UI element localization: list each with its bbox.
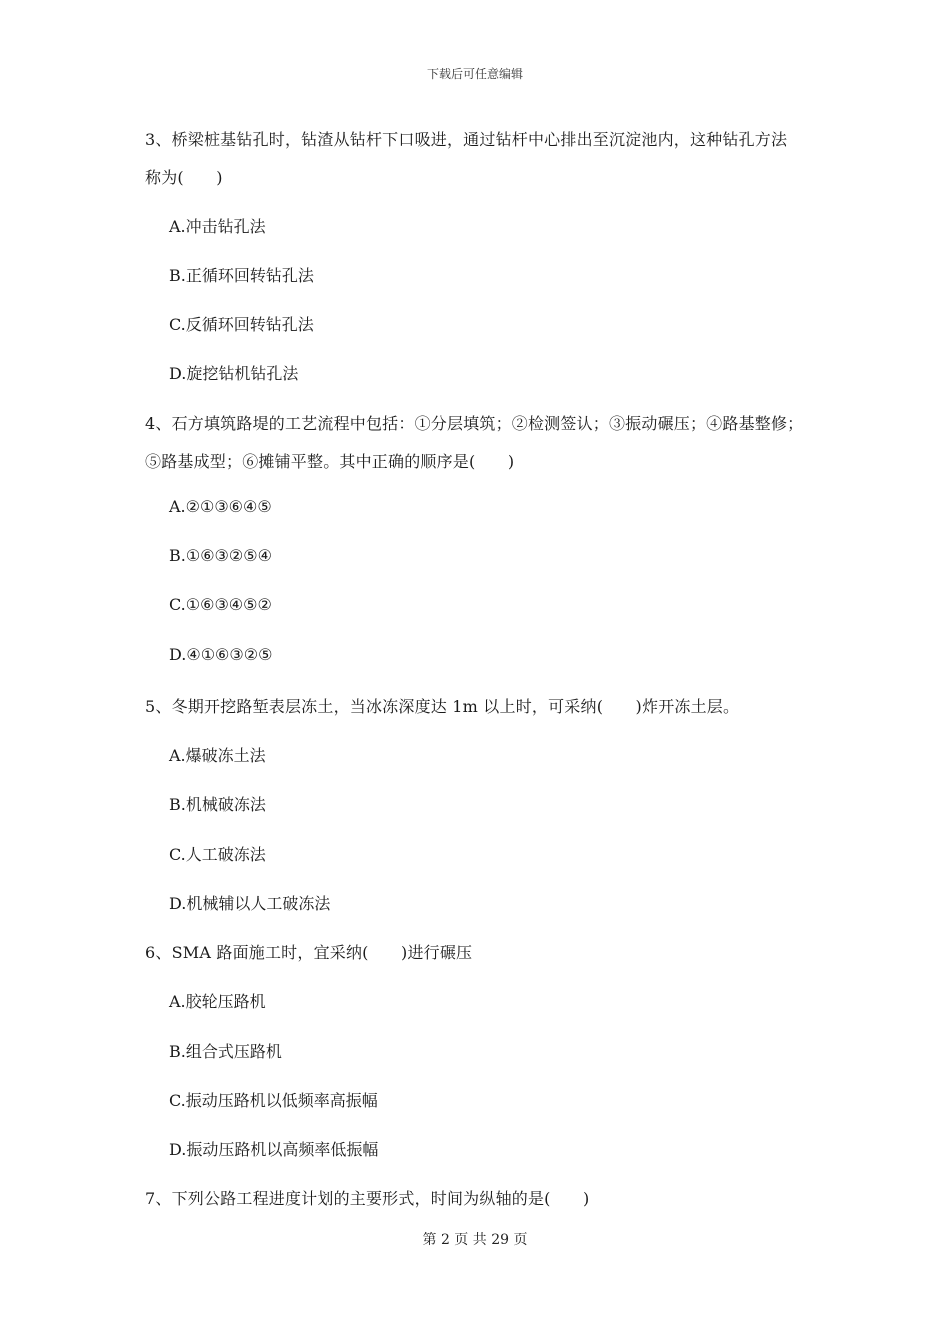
question-3-option-d: D.旋挖钻机钻孔法	[169, 364, 299, 383]
question-6-option-a: A.胶轮压路机	[169, 992, 266, 1011]
question-5-option-c: C.人工破冻法	[169, 845, 266, 864]
question-3-option-a: A.冲击钻孔法	[169, 217, 266, 236]
question-5-option-b: B.机械破冻法	[169, 795, 266, 814]
question-4-option-d: D.④①⑥③②⑤	[169, 645, 273, 664]
question-6-option-d: D.振动压路机以高频率低振幅	[169, 1140, 379, 1159]
question-5-option-d: D.机械辅以人工破冻法	[169, 894, 331, 913]
question-3-text-line-1: 3、桥梁桩基钻孔时，钻渣从钻杆下口吸进，通过钻杆中心排出至沉淀池内，这种钻孔方法	[145, 130, 788, 149]
question-4-option-a: A.②①③⑥④⑤	[169, 497, 272, 516]
question-3-text-line-2: 称为( )	[145, 168, 223, 187]
question-6-option-b: B.组合式压路机	[169, 1042, 282, 1061]
question-7-text-line-1: 7、下列公路工程进度计划的主要形式，时间为纵轴的是( )	[145, 1189, 590, 1208]
question-4-option-c: C.①⑥③④⑤②	[169, 595, 272, 614]
question-4-text-line-2: ⑤路基成型；⑥摊铺平整。其中正确的顺序是( )	[145, 452, 515, 471]
question-6-text-line-1: 6、SMA 路面施工时，宜采纳( )进行碾压	[145, 943, 473, 962]
question-3-option-b: B.正循环回转钻孔法	[169, 266, 314, 285]
page-footer: 第 2 页 共 29 页	[422, 1232, 528, 1248]
question-5-text-line-1: 5、冬期开挖路堑表层冻土，当冰冻深度达 1m 以上时，可采纳( )炸开冻土层。	[145, 697, 740, 716]
question-4-text-line-1: 4、石方填筑路堤的工艺流程中包括：①分层填筑；②检测签认；③振动碾压；④路基整修；	[145, 414, 804, 433]
question-5-option-a: A.爆破冻土法	[169, 746, 266, 765]
question-4-option-b: B.①⑥③②⑤④	[169, 546, 272, 565]
page-header: 下载后可任意编辑	[426, 67, 523, 81]
question-3-option-c: C.反循环回转钻孔法	[169, 315, 314, 334]
question-6-option-c: C.振动压路机以低频率高振幅	[169, 1091, 378, 1110]
